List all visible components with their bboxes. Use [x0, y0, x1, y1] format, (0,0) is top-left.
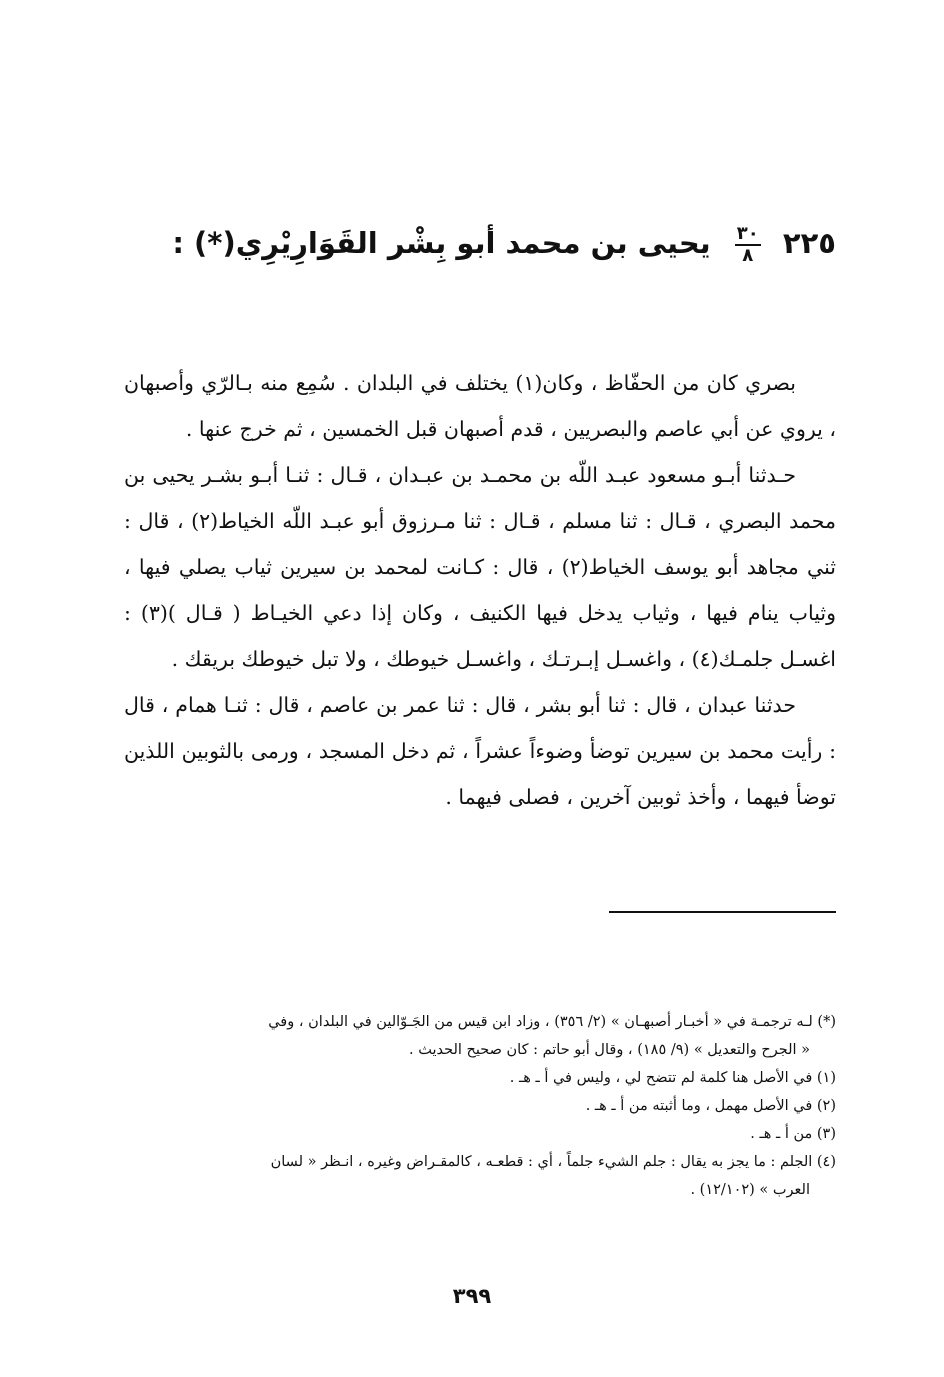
footnote-2: (٢) في الأصل مهمل ، وما أثبته من أ ـ هـ . — [585, 1098, 836, 1114]
entry-heading — [160, 218, 836, 268]
footnote-4-line2: العرب » (١٢/١٠٢) . — [690, 1182, 810, 1198]
footnote-1: (١) في الأصل هنا كلمة لم تتضح لي ، وليس في أ ـ هـ . — [509, 1070, 836, 1086]
footnote-4-line1: (٤) الجلم : ما يجز به يقال : جلم الشيء جلماً ، أي : قطعـه ، كالمقـراض وغيره ، انـظر « لسان — [270, 1154, 836, 1170]
entry-title: يحيى بن محمد أبو بِشْر القَوَارِيْرِي(*) : — [172, 226, 711, 260]
footnote-3: (٣) من أ ـ هـ . — [750, 1126, 836, 1142]
reference-numerator: ٣٠ — [736, 223, 759, 244]
footnotes — [124, 1008, 836, 1204]
footnote-star-line1: (*) لـه ترجمـة في « أخبـار أصبهـان » (٢/ ٣٥٦) ، وزاد ابن قيس من الجَـوّالين في البلدان ، وفي — [268, 1014, 836, 1030]
page-number: ٣٩٩ — [452, 1284, 492, 1308]
main-text — [124, 360, 836, 820]
paragraph-hadith-1: حـدثنا أبـو مسعود عبـد اللّه بن محمـد بن عبـدان ، قـال : ثنـا أبـو بشـر يحيى بن محمد البصري ، قـال : ثنا مسلم ، قـال : ثنا مـرزوق أبو عبـد اللّه الخياط(٢) ، قال : ثني مجاهد أبو يوسف الخياط(٢) ، قال : كـانت لمحمد بن سيرين ثياب يصلي فيها ، وثياب ينام فيها ، وثياب يدخل فيها الكنيف ، وكان إذا دعي الخيـاط ( قـال )(٣) : اغسـل جلمـك(٤) ، واغسـل إبـرتـك ، واغسـل خيوطك ، ولا تبل خيوطك بريقك . — [124, 463, 836, 671]
reference-denominator: ٨ — [742, 245, 754, 266]
footnote-separator — [609, 911, 836, 913]
paragraph-biography: بصري كان من الحفّاظ ، وكان(١) يختلف في البلدان . سُمِع منه بـالرّي وأصبهان ، يروي عن أبي عاصم والبصريين ، قدم أصبهان قبل الخمسين ، ثم خرج عنها . — [124, 371, 836, 441]
volume-page-reference — [735, 224, 761, 266]
paragraph-hadith-2: حدثنا عبدان ، قال : ثنا أبو بشر ، قال : ثنا عمر بن عاصم ، قال : ثنـا همام ، قال : رأيت محمد بن سيرين توضأ وضوءاً عشراً ، ثم دخل المسجد ، ورمى بالثوبين اللذين توضأ فيهما ، وأخذ ثوبين آخرين ، فصلى فيهما . — [124, 693, 836, 809]
entry-number: ٢٢٥ — [782, 226, 836, 260]
footnote-star-line2: « الجرح والتعديل » (٩/ ١٨٥) ، وقال أبو حاتم : كان صحيح الحديث . — [408, 1042, 810, 1058]
